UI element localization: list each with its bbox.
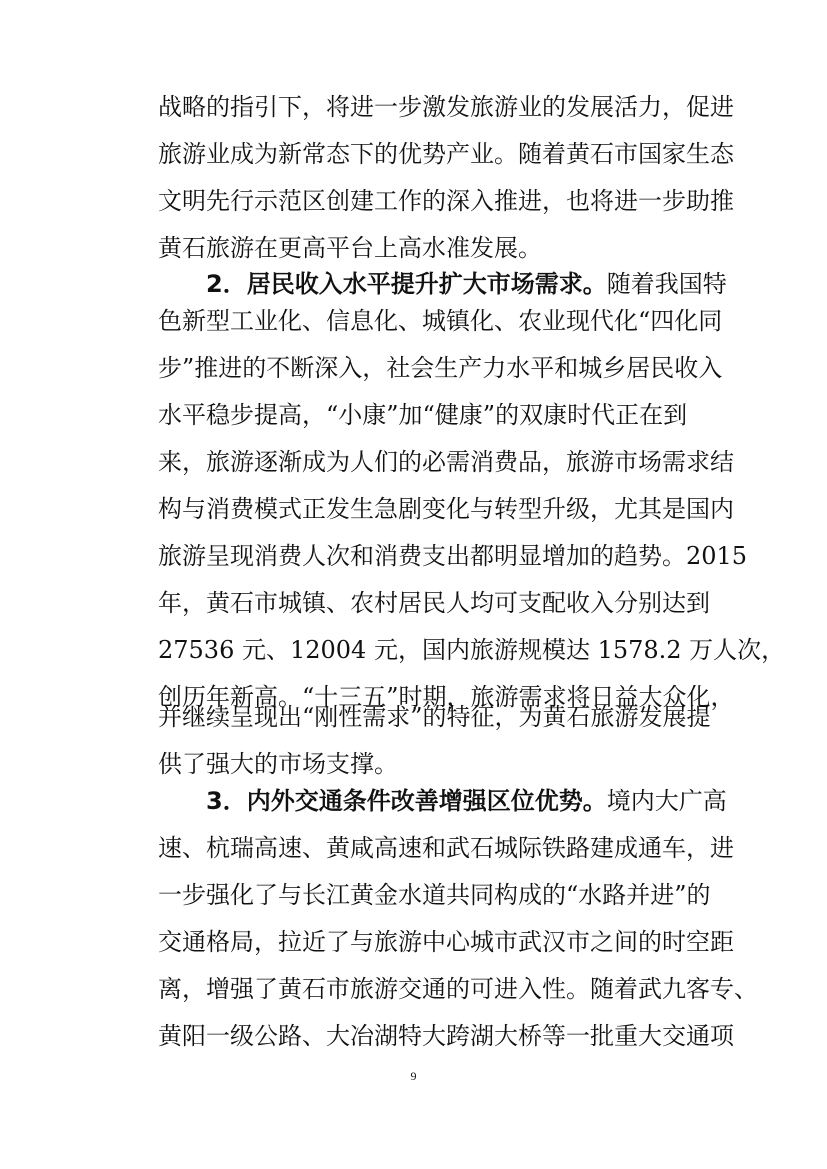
body-line: 黄石旅游在更高平台上高水准发展。 bbox=[158, 234, 542, 262]
body-line: 27536 元、12004 元，国内旅游规模达 1578.2 万人次， bbox=[158, 636, 786, 664]
section-3-lead: 境内大广高 bbox=[606, 787, 727, 815]
body-line: 步”推进的不断深入，社会生产力水平和城乡居民收入 bbox=[158, 354, 723, 382]
section-3-heading: 3．内外交通条件改善增强区位优势。 bbox=[206, 787, 607, 815]
body-line: 来，旅游逐渐成为人们的必需消费品，旅游市场需求结 bbox=[158, 448, 734, 476]
section-2-lead: 随着我国特 bbox=[606, 270, 727, 298]
body-line: 年，黄石市城镇、农村居民人均可支配收入分别达到 bbox=[158, 589, 710, 617]
body-line: 文明先行示范区创建工作的深入推进，也将进一步助推 bbox=[158, 187, 734, 215]
body-line: 战略的指引下，将进一步激发旅游业的发展活力，促进 bbox=[158, 93, 734, 121]
body-line: 色新型工业化、信息化、城镇化、农业现代化“四化同 bbox=[158, 307, 723, 335]
body-line: 旅游呈现消费人次和消费支出都明显增加的趋势。2015 bbox=[158, 542, 748, 570]
body-line: 交通格局，拉近了与旅游中心城市武汉市之间的时空距 bbox=[158, 928, 734, 956]
body-line: 构与消费模式正发生急剧变化与转型升级，尤其是国内 bbox=[158, 495, 734, 523]
section-3-first-line bbox=[206, 778, 727, 824]
page-number: 9 bbox=[410, 1069, 417, 1083]
body-line: 并继续呈现出“刚性需求”的特征，为黄石旅游发展提 bbox=[158, 703, 711, 731]
body-line: 一步强化了与长江黄金水道共同构成的“水路并进”的 bbox=[158, 881, 711, 909]
body-line: 速、杭瑞高速、黄咸高速和武石城际铁路建成通车，进 bbox=[158, 834, 734, 862]
body-line: 离，增强了黄石市旅游交通的可进入性。随着武九客专、 bbox=[158, 975, 758, 1003]
body-line: 水平稳步提高，“小康”加“健康”的双康时代正在到 bbox=[158, 401, 688, 429]
body-line: 供了强大的市场支撑。 bbox=[158, 750, 398, 778]
section-2-heading: 2．居民收入水平提升扩大市场需求。 bbox=[206, 270, 607, 298]
body-line: 旅游业成为新常态下的优势产业。随着黄石市国家生态 bbox=[158, 140, 734, 168]
body-line: 创历年新高。“十三五”时期，旅游需求将日益大众化， bbox=[158, 683, 735, 711]
body-line: 黄阳一级公路、大冶湖特大跨湖大桥等一批重大交通项 bbox=[158, 1022, 734, 1050]
